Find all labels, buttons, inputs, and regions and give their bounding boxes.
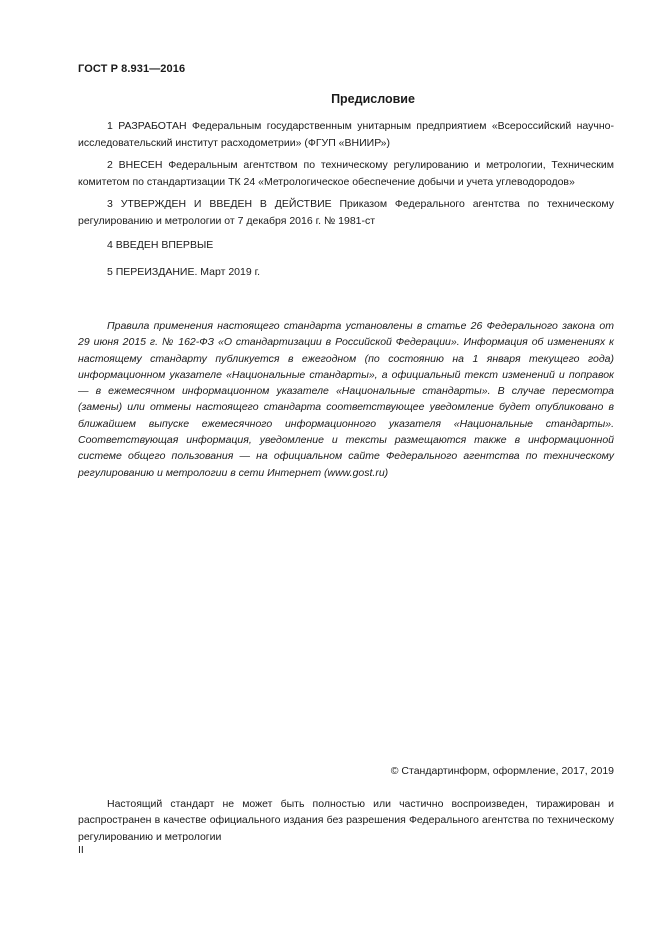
preface-item-2: 2 ВНЕСЕН Федеральным агентством по техническому регулированию и метрологии, Техническим комитетом по стандартизации ТК 24 «Метрологическое обеспечение добычи и учета углеводородов» (78, 159, 614, 188)
reproduction-rights-notice: Настоящий стандарт не может быть полностью или частично воспроизведен, тиражирован и распространен в качестве официального издания без разрешения Федерального агентства по техническому регулированию и метрологии (78, 798, 614, 843)
preface-item-4: 4 ВВЕДЕН ВПЕРВЫЕ (107, 239, 214, 251)
preface-item-3: 3 УТВЕРЖДЕН И ВВЕДЕН В ДЕЙСТВИЕ Приказом Федерального агентства по техническому регулированию и метрологии от 7 декабря 2016 г. № 1981-ст (78, 198, 614, 227)
standard-application-note: Правила применения настоящего стандарта установлены в статье 26 Федерального закона от 29 июня 2015 г. № 162-ФЗ «О стандартизации в Российской Федерации». Информация об изменениях к настоящему стандарту публикуется в ежегодном (по состоянию на 1 января текущего года) информационном указателе «Национальные стандарты», а официальный текст изменений и поправок — в ежемесячном информационном указателе «Национальные стандарты». В случае пересмотра (замены) или отмены настоящего стандарта соответствующее уведомление будет опубликовано в ближайшем выпуске ежемесячного информационного указателя «Национальные стандарты». Соответствующая информация, уведомление и тексты размещаются также в информационной системе общего пользования — на официальном сайте Федерального агентства по техническому регулированию и метрологии в сети Интернет (www.gost.ru) (78, 320, 614, 479)
page-title-text: Предисловие (331, 92, 415, 106)
standard-code: ГОСТ Р 8.931—2016 (78, 63, 186, 75)
copyright-notice: © Стандартинформ, оформление, 2017, 2019 (390, 765, 614, 777)
page-title (78, 92, 612, 106)
preface-item-5: 5 ПЕРЕИЗДАНИЕ. Март 2019 г. (107, 266, 261, 278)
page-number: II (78, 844, 84, 856)
preface-item-1: 1 РАЗРАБОТАН Федеральным государственным унитарным предприятием «Всероссийский научно-исследовательский институт расходометрии» (ФГУП «ВНИИР») (78, 120, 614, 149)
